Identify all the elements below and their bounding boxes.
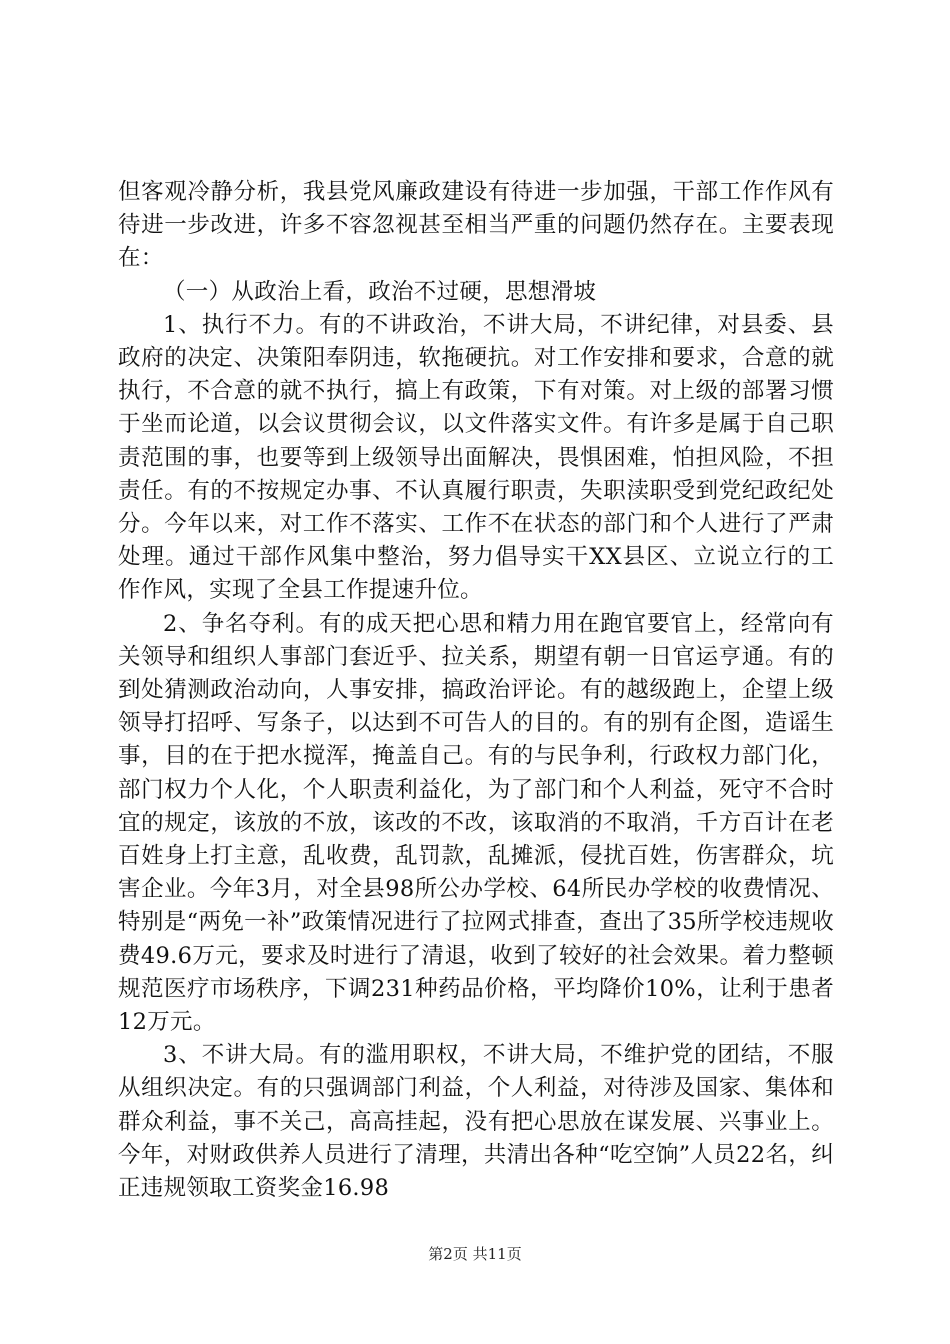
section-heading: （一）从政治上看，政治不过硬，思想滑坡 [163,278,597,305]
paragraph-item-3: 3、不讲大局。有的滥用职权，不讲大局，不维护党的团结，不服从组织决定。有的只强调部门利益，个人利益，对待涉及国家、集体和群众利益，事不关己，高高挂起，没有把心思放在谋发展、兴事业上。今年，对财政供养人员进行了清理，共清出各种“吃空饷”人员22名，纠正违规领取工资奖金16.98 [118,1042,834,1202]
document-body [118,176,834,1205]
paragraph-intro: 但客观冷静分析，我县党风廉政建设有待进一步加强，干部工作作风有待进一步改进，许多不容忽视甚至相当严重的问题仍然存在。主要表现在： [118,179,834,272]
page-footer: 第2页 共11页 [428,1245,522,1263]
paragraph-item-2: 2、争名夺利。有的成天把心思和精力用在跑官要官上，经常向有关领导和组织人事部门套近乎、拉关系，期望有朝一日官运亨通。有的到处猜测政治动向，人事安排，搞政治评论。有的越级跑上，企望上级领导打招呼、写条子，以达到不可告人的目的。有的别有企图，造谣生事，目的在于把水搅浑，掩盖自己。有的与民争利，行政权力部门化，部门权力个人化，个人职责利益化，为了部门和个人利益，死守不合时宜的规定，该放的不放，该改的不改，该取消的不取消，千方百计在老百姓身上打主意，乱收费，乱罚款，乱摊派，侵扰百姓，伤害群众，坑害企业。今年3月，对全县98所公办学校、64所民办学校的收费情况、特别是“两免一补”政策情况进行了拉网式排查，查出了35所学校违规收费49.6万元，要求及时进行了清退，收到了较好的社会效果。着力整顿规范医疗市场秩序，下调231种药品价格，平均降价10%，让利于患者12万元。 [118,610,834,1036]
paragraph-item-1: 1、执行不力。有的不讲政治，不讲大局，不讲纪律，对县委、县政府的决定、决策阳奉阴违，软拖硬抗。对工作安排和要求，合意的就执行，不合意的就不执行，搞上有政策，下有对策。对上级的部署习惯于坐而论道，以会议贯彻会议，以文件落实文件。有许多是属于自己职责范围的事，也要等到上级领导出面解决，畏惧困难，怕担风险，不担责任。有的不按规定办事、不认真履行职责，失职渎职受到党纪政纪处分。今年以来，对工作不落实、工作不在状态的部门和个人进行了严肃处理。通过干部作风集中整治，努力倡导实干XX县区、立说立行的工作作风，实现了全县工作提速升位。 [118,311,834,604]
